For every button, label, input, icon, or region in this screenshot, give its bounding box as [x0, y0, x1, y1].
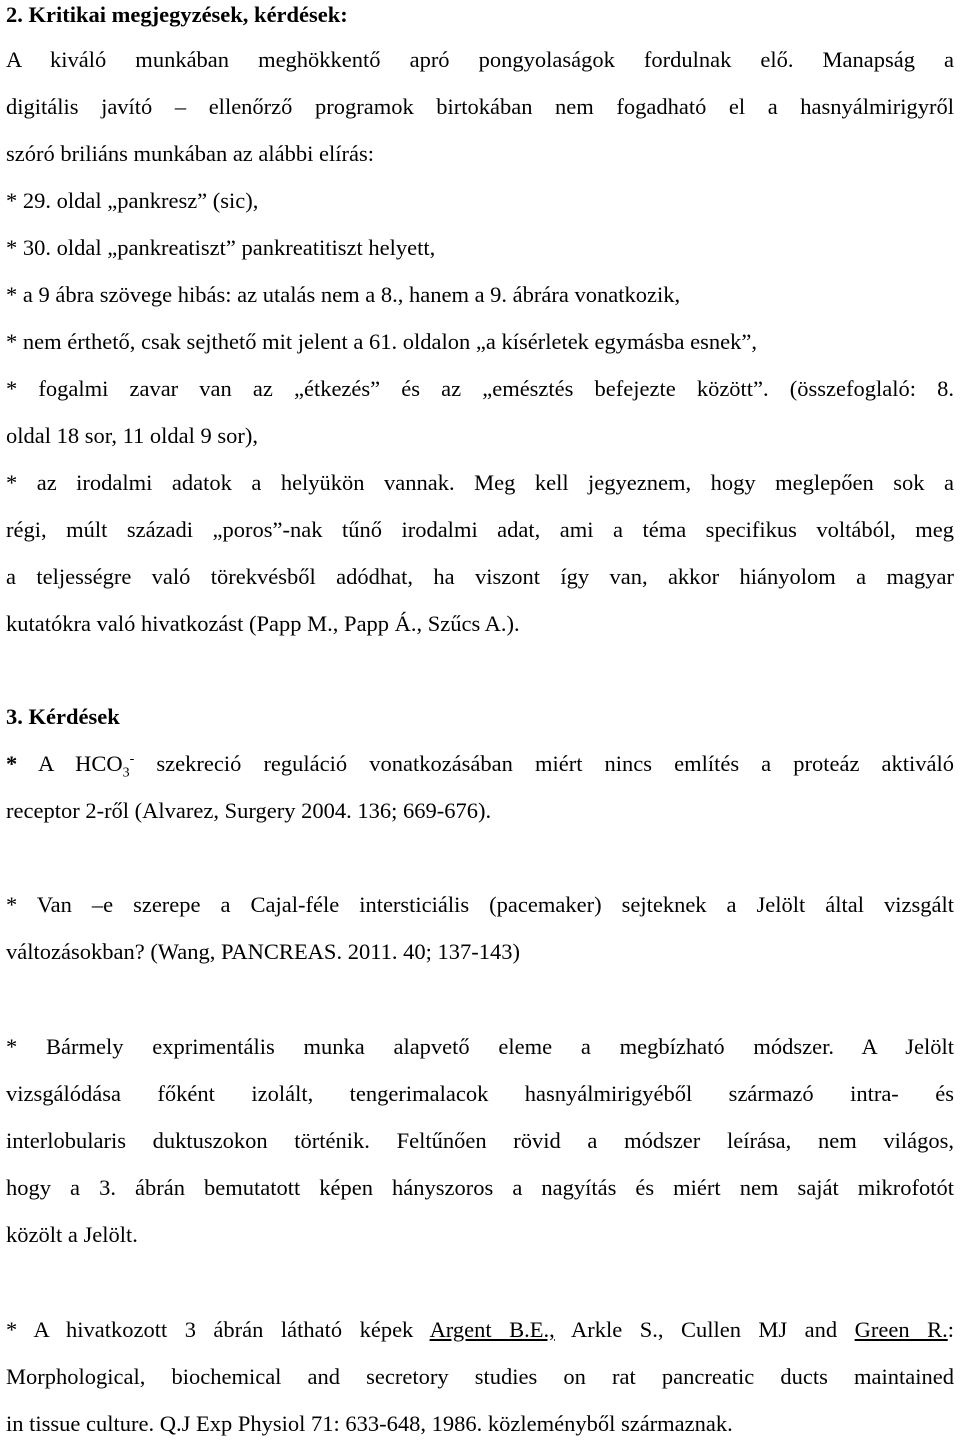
section-2-heading: 2. Kritikai megjegyzések, kérdések:	[6, 2, 348, 27]
list-item: * fogalmi zavar van az „étkezés” és az „emésztés befejezte között”. (összefoglaló: 8.	[6, 376, 954, 401]
list-item-continuation: oldal 18 sor, 11 oldal 9 sor),	[6, 423, 258, 448]
question-1-line-2: receptor 2-ről (Alvarez, Surgery 2004. 136; 669-676).	[6, 798, 492, 823]
subscript: 3	[122, 765, 130, 781]
paragraph-line: a teljességre való törekvésből adódhat, ha viszont így van, akkor hiányolom a magyar	[6, 564, 954, 589]
list-item: * 30. oldal „pankreatiszt” pankreatitiszt helyett,	[6, 235, 436, 260]
paragraph-line: digitális javító – ellenőrző programok birtokában nem fogadható el a hasnyálmirigyről	[6, 94, 954, 119]
list-item: * az irodalmi adatok a helyükön vannak. Meg kell jegyeznem, hogy meglepően sok a	[6, 470, 954, 495]
question-1: * A $HCO_3^-$ szekreció reguláció vonatkozásában miért nincs említés a proteáz aktiváló	[6, 751, 954, 781]
question-3: * Bármely exprimentális munka alapvető eleme a megbízható módszer. A Jelölt	[6, 1034, 954, 1059]
paragraph-line: kutatókra való hivatkozást (Papp M., Papp Á., Szűcs A.).	[6, 611, 520, 636]
section-3-heading: 3. Kérdések	[6, 704, 120, 729]
question-3-line: közölt a Jelölt.	[6, 1222, 138, 1247]
bullet-star: *	[6, 751, 18, 776]
reference-link-argent[interactable]: Argent B.E.,	[429, 1317, 555, 1342]
list-item: * nem érthető, csak sejthető mit jelent a 61. oldalon „a kísérletek egymásba esnek”,	[6, 329, 757, 354]
question-4-line: in tissue culture. Q.J Exp Physiol 71: 633-648, 1986. közleményből származnak.	[6, 1411, 733, 1436]
question-2: * Van –e szerepe a Cajal-féle intersticiális (pacemaker) sejteknek a Jelölt által vizsgált	[6, 892, 954, 917]
question-3-line: interlobularis duktuszokon történik. Feltűnően rövid a módszer leírása, nem világos,	[6, 1128, 954, 1153]
question-4-line: Morphological, biochemical and secretory studies on rat pancreatic ducts maintained	[6, 1364, 954, 1389]
paragraph-line: szóró briliáns munkában az alábbi elírás:	[6, 141, 374, 166]
question-3-line: hogy a 3. ábrán bemutatott képen hányszoros a nagyítás és miért nem saját mikrofotót	[6, 1175, 954, 1200]
paragraph-line: régi, múlt századi „poros”-nak tűnő irodalmi adat, ami a téma specifikus voltából, meg	[6, 517, 954, 542]
reference-link-green[interactable]: Green R.	[854, 1317, 948, 1342]
question-2-line-2: változásokban? (Wang, PANCREAS. 2011. 40; 137-143)	[6, 939, 520, 964]
question-3-line: vizsgálódása főként izolált, tengerimalacok hasnyálmirigyéből származó intra- és	[6, 1081, 954, 1106]
list-item: * a 9 ábra szövege hibás: az utalás nem a 8., hanem a 9. ábrára vonatkozik,	[6, 282, 681, 307]
list-item: * 29. oldal „pankresz” (sic),	[6, 188, 259, 213]
question-4: * A hivatkozott 3 ábrán látható képek Argent B.E., Arkle S., Cullen MJ and Green R.:	[6, 1317, 955, 1342]
paragraph-line: A kiváló munkában meghökkentő apró pongyolaságok fordulnak elő. Manapság a	[6, 47, 954, 72]
superscript: -	[129, 751, 135, 767]
